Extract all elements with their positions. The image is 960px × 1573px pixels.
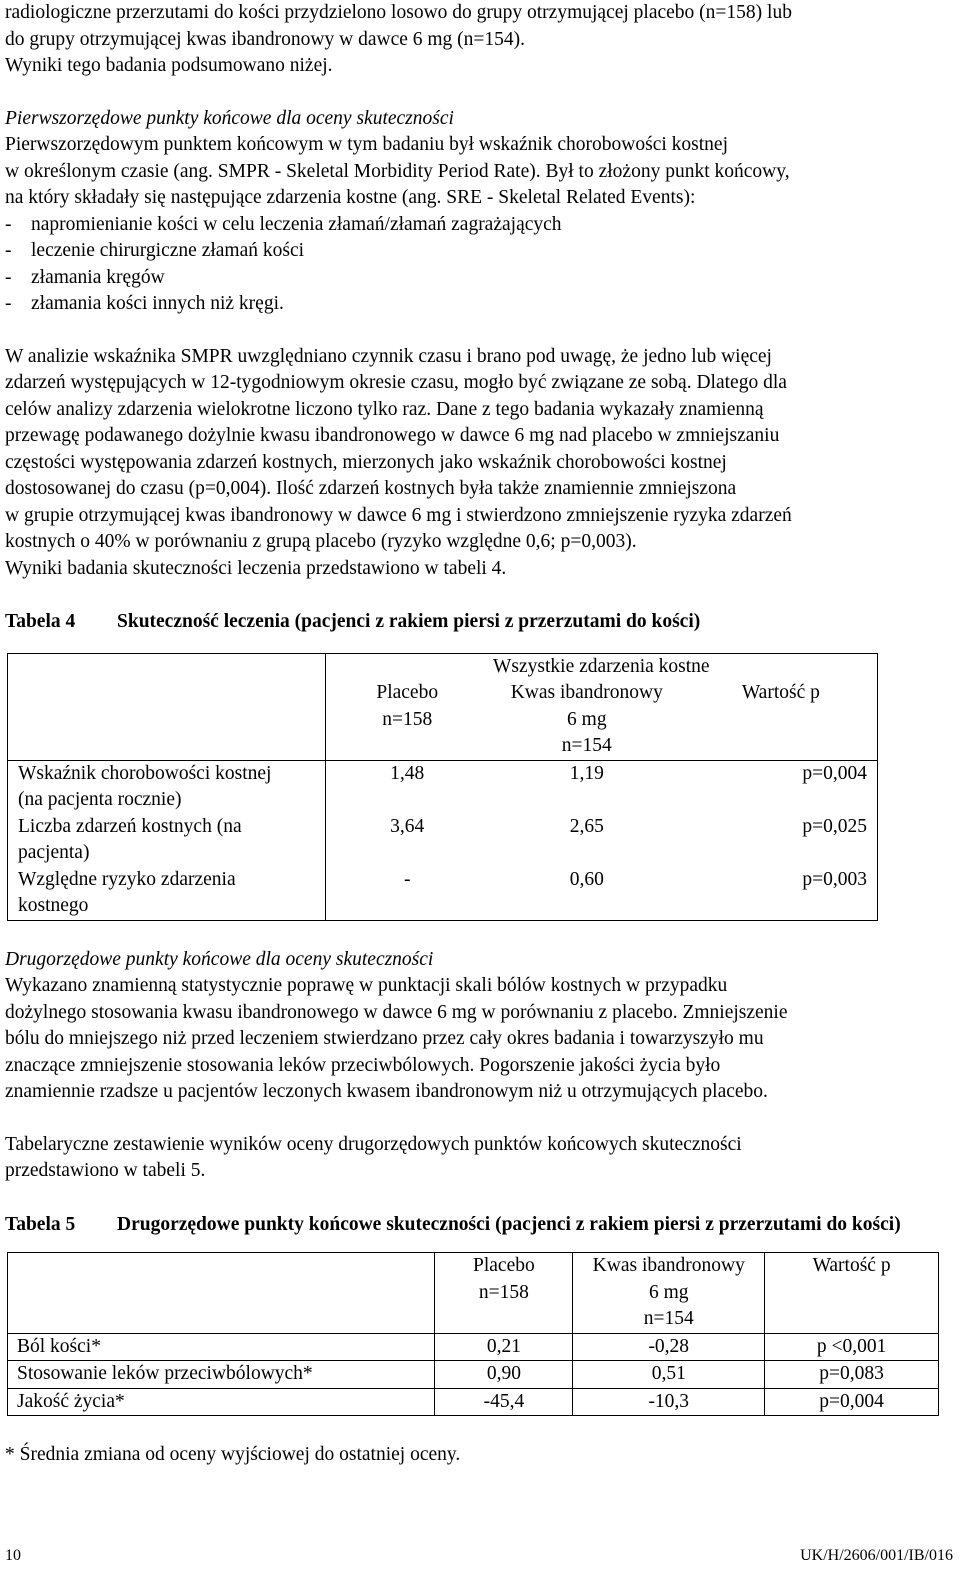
table5-col-iban-n: n=154: [643, 1308, 694, 1329]
row-label: Ból kości*: [8, 1333, 435, 1361]
cell-iban: 2,65: [569, 815, 604, 837]
primary-list-item: - leczenie chirurgiczne złamań kości: [5, 240, 305, 261]
row-label: Liczba zdarzeń kostnych (na: [18, 815, 242, 837]
analysis-line: zdarzeń występujących w 12-tygodniowym okresie czasu, mogło być związane ze sobą. Dlatego dla: [5, 372, 787, 393]
analysis-line: Wyniki badania skuteczności leczenia przedstawiono w tabeli 4.: [5, 557, 507, 579]
primary-list-item: - napromienianie kości w celu leczenia złamań/złamań zagrażających: [5, 213, 562, 235]
primary-line: w określonym czasie (ang. SMPR - Skeletal Morbidity Period Rate). Był to złożony punkt końcowy,: [5, 160, 790, 182]
cell-placebo: 0,90: [435, 1361, 573, 1389]
table5-caption: [5, 1212, 945, 1239]
table4-group-header: Wszystkie zdarzenia kostne: [325, 653, 877, 680]
primary-endpoints-heading: Pierwszorzędowe punkty końcowe dla oceny skuteczności: [5, 107, 454, 129]
primary-list-item: - złamania kręgów: [5, 266, 165, 288]
cell-iban: -10,3: [573, 1388, 765, 1416]
secondary-line: znamiennie rzadsze u pacjentów leczonych kwasem ibandronowym niż u otrzymujących placebo.: [5, 1081, 768, 1102]
table4-col-iban-name: Kwas ibandronowy: [510, 682, 663, 703]
table5-col-p: Wartość p: [765, 1253, 939, 1334]
cell-p: p=0,004: [765, 1388, 939, 1416]
summary-line: przedstawiono w tabeli 5.: [5, 1160, 206, 1181]
analysis-line: dostosowanej do czasu (p=0,004). Ilość zdarzeń kostnych była także znamiennie zmniejszona: [5, 478, 737, 499]
table-row: [8, 760, 878, 814]
analysis-line: kostnych o 40% w porównaniu z grupą placebo (ryzyko względne 0,6; p=0,003).: [5, 531, 637, 552]
analysis-line: celów analizy zdarzenia wielokrotne liczono tylko raz. Dane z tego badania wykazały znamienną: [5, 398, 764, 420]
analysis-line: w grupie otrzymującej kwas ibandronowy w dawce 6 mg i stwierdzono zmniejszenie ryzyka zdarzeń: [5, 504, 792, 526]
cell-p: p=0,025: [685, 814, 878, 867]
table4-col-p: Wartość p: [685, 680, 878, 760]
table5-col-iban: [573, 1253, 765, 1334]
primary-list-item: - złamania kości innych niż kręgi.: [5, 293, 284, 314]
table4-col-placebo-name: Placebo: [376, 682, 439, 703]
secondary-line: znaczące zmniejszenie stosowania leków przeciwbólowych. Pogorszenie jakości życia było: [5, 1054, 721, 1076]
table5-label: Tabela 5: [5, 1213, 76, 1235]
document-page: [5, 0, 945, 1469]
cell-iban: 0,60: [489, 867, 685, 921]
table4-col-iban-n: n=154: [561, 735, 612, 756]
secondary-line: dożylnego stosowania kwasu ibandronowego w dawce 6 mg w porównaniu z placebo. Zmniejszenie: [5, 1001, 788, 1023]
cell-placebo: 1,48: [325, 760, 489, 814]
page-footer: [5, 1546, 953, 1566]
table4-caption: [5, 609, 945, 636]
table-row: [8, 1388, 939, 1416]
row-label: Względne ryzyko zdarzenia: [18, 868, 236, 890]
table4-col-iban: [489, 680, 685, 760]
row-label: pacjenta): [18, 842, 90, 863]
cell-placebo: 0,21: [435, 1333, 573, 1361]
table-row: [8, 1333, 939, 1361]
table4-col-iban-dose: 6 mg: [567, 708, 607, 730]
table5-col-placebo-n: n=158: [478, 1281, 529, 1303]
primary-line: Pierwszorzędowym punktem końcowym w tym badaniu był wskaźnik chorobowości kostnej: [5, 134, 728, 155]
analysis-line: przewagę podawanego dożylnie kwasu ibandronowego w dawce 6 mg nad placebo w zmniejszaniu: [5, 425, 780, 446]
analysis-line: częstości występowania zdarzeń kostnych, mierzonych jako wskaźnik chorobowości kostnej: [5, 451, 727, 473]
cell-iban: 0,51: [573, 1361, 765, 1389]
cell-p: p=0,003: [685, 867, 878, 921]
secondary-line: Wykazano znamienną statystycznie poprawę w punktacji skali bólów kostnych w przypadku: [5, 975, 728, 996]
summary-line: Tabelaryczne zestawienie wyników oceny drugorzędowych punktów końcowych skuteczności: [5, 1133, 742, 1155]
table4-col-placebo: [325, 680, 489, 760]
cell-iban: 1,19: [569, 762, 604, 784]
table5-col-placebo-name: Placebo: [473, 1255, 535, 1276]
table5-col-iban-dose: 6 mg: [648, 1281, 689, 1303]
cell-placebo: -45,4: [435, 1388, 573, 1416]
table4-col-placebo-n: n=158: [382, 708, 433, 730]
cell-p: p <0,001: [765, 1333, 939, 1361]
table-row: [8, 814, 878, 867]
document-code: UK/H/2606/001/IB/016: [800, 1547, 953, 1564]
row-label: Jakość życia*: [8, 1388, 435, 1416]
table4: [7, 653, 878, 921]
cell-p: p=0,004: [685, 760, 878, 814]
table-row: [8, 1361, 939, 1389]
intro-line: radiologiczne przerzutami do kości przydzielono losowo do grupy otrzymującej placebo (n=158) lub: [5, 2, 792, 23]
row-label: Wskaźnik chorobowości kostnej: [18, 762, 272, 784]
cell-placebo: -: [325, 867, 489, 921]
secondary-line: bólu do mniejszego niż przed leczeniem stwierdzano przez cały okres badania i towarzyszyło mu: [5, 1028, 764, 1049]
row-label: kostnego: [18, 895, 89, 916]
cell-iban: -0,28: [573, 1333, 765, 1361]
cell-p: p=0,083: [765, 1361, 939, 1389]
secondary-endpoints-heading: Drugorzędowe punkty końcowe dla oceny skuteczności: [5, 948, 434, 970]
primary-line: na który składały się następujące zdarzenia kostne (ang. SRE - Skeletal Related Events):: [5, 187, 696, 208]
table5: [7, 1252, 939, 1416]
table5-title: Drugorzędowe punkty końcowe skuteczności (pacjenci z rakiem piersi z przerzutami do kości): [117, 1213, 901, 1235]
page-number: 10: [5, 1547, 21, 1564]
table4-header-row: [8, 653, 878, 680]
table4-label: Tabela 4: [5, 611, 76, 632]
analysis-line: W analizie wskaźnika SMPR uwzględniano czynnik czasu i brano pod uwagę, że jedno lub więcej: [5, 345, 772, 367]
table5-header-row: [8, 1253, 939, 1334]
footnote: * Średnia zmiana od oceny wyjściowej do ostatniej oceny.: [5, 1444, 461, 1465]
intro-line: Wyniki tego badania podsumowano niżej.: [5, 55, 333, 76]
row-label: (na pacjenta rocznie): [18, 789, 182, 810]
intro-line: do grupy otrzymującej kwas ibandronowy w dawce 6 mg (n=154).: [5, 28, 526, 50]
table-row: [8, 867, 878, 921]
table5-col-iban-name: Kwas ibandronowy: [592, 1255, 745, 1276]
table4-title: Skuteczność leczenia (pacjenci z rakiem piersi z przerzutami do kości): [117, 611, 701, 632]
cell-placebo: 3,64: [325, 814, 489, 867]
table5-col-placebo: [435, 1253, 573, 1334]
row-label: Stosowanie leków przeciwbólowych*: [8, 1361, 435, 1389]
